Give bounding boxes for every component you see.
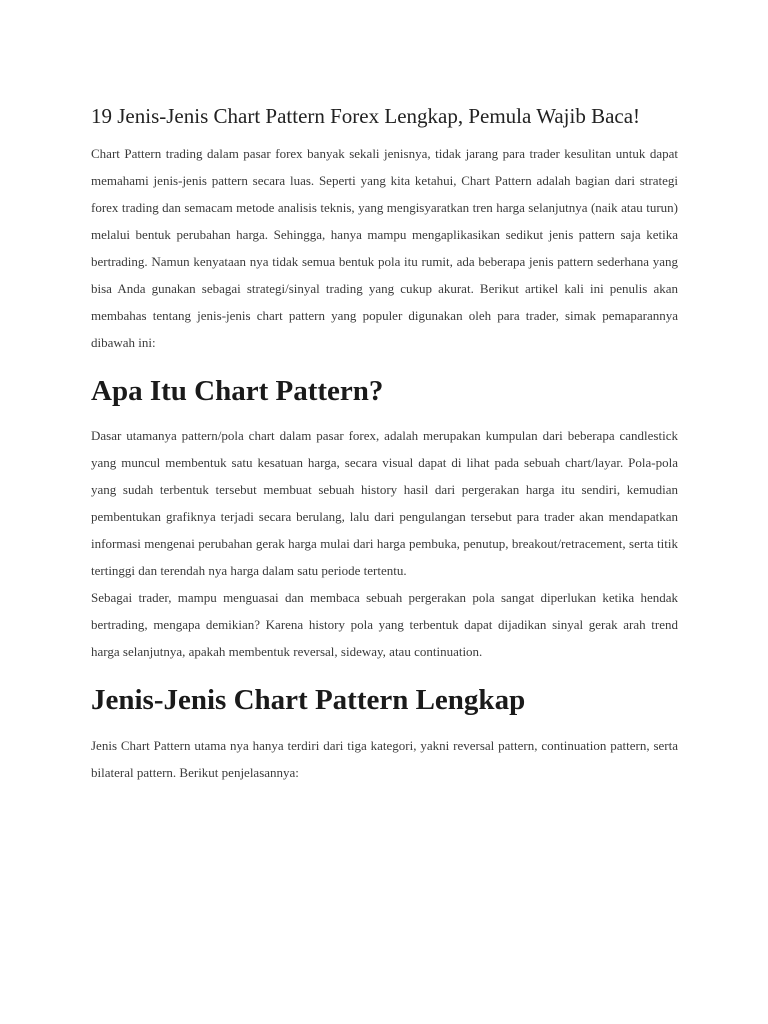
section-paragraph: Dasar utamanya pattern/pola chart dalam pasar forex, adalah merupakan kumpulan dari beberapa candlestick yang muncul membentuk satu kesatuan harga, secara visual dapat di lihat pada sebuah chart/layar. Pola-pola yang sudah terbentuk tersebut membuat sebuah history hasil dari pergerakan harga itu sendiri, kemudian pembentukan grafiknya terjadi secara berulang, lalu dari pengulangan tersebut para trader akan mendapatkan informasi mengenai perubahan gerak harga mulai dari harga pembuka, penutup, breakout/retracement, serta titik tertinggi dan terendah nya harga dalam satu periode tertentu. [91,428,678,578]
section-heading-jenis-jenis: Jenis-Jenis Chart Pattern Lengkap [91,684,526,716]
document-title: 19 Jenis-Jenis Chart Pattern Forex Lengkap, Pemula Wajib Baca! [91,104,641,128]
intro-paragraph: Chart Pattern trading dalam pasar forex banyak sekali jenisnya, tidak jarang para trader kesulitan untuk dapat memahami jenis-jenis pattern secara luas. Seperti yang kita ketahui, Chart Pattern adalah bagian dari strategi forex trading dan semacam metode analisis teknis, yang mengisyaratkan tren harga selanjutnya (naik atau turun) melalui bentuk perubahan harga. Sehingga, hanya mampu mengaplikasikan sedikut jenis pattern saja ketika bertrading. Namun kenyataan nya tidak semua bentuk pola itu rumit, ada beberapa jenis pattern sederhana yang bisa Anda gunakan sebagai strategi/sinyal trading yang cukup akurat. Berikut artikel kali ini penulis akan membahas tentang jenis-jenis chart pattern yang populer digunakan oleh para trader, simak pemaparannya dibawah ini: [91,146,678,350]
section-paragraph: Sebagai trader, mampu menguasai dan membaca sebuah pergerakan pola sangat diperlukan ketika hendak bertrading, mengapa demikian? Karena history pola yang terbentuk dapat dijadikan sinyal gerak arah trend harga selanjutnya, apakah membentuk reversal, sideway, atau continuation. [91,590,678,659]
section-heading-apa-itu: Apa Itu Chart Pattern? [91,375,384,407]
document-page [91,96,678,786]
section-paragraph: Jenis Chart Pattern utama nya hanya terdiri dari tiga kategori, yakni reversal pattern, continuation pattern, serta bilateral pattern. Berikut penjelasannya: [91,738,678,780]
